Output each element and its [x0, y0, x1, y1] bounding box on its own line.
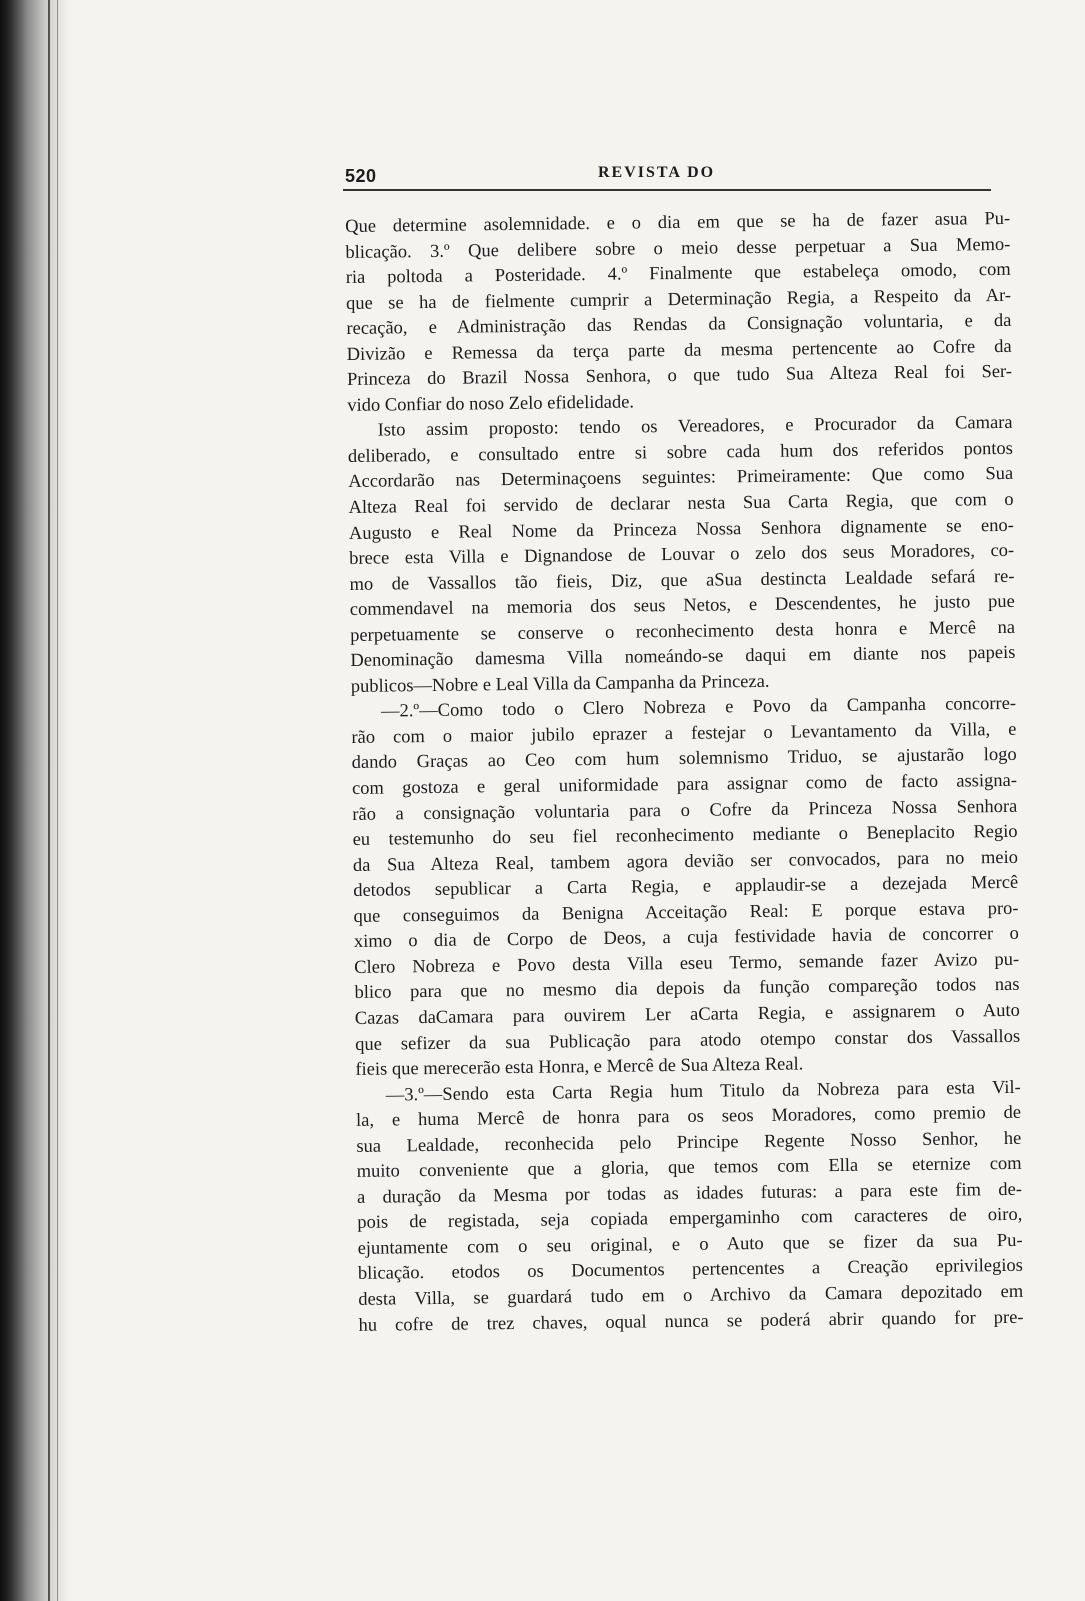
- text-line: mo de Vassallos tão fieis, Diz, que aSua destincta Lealdade sefará re-: [349, 566, 1015, 595]
- header-rule: [343, 189, 991, 191]
- text-line: recação, e Administração das Rendas da Consignação voluntaria, e da: [346, 311, 1012, 340]
- text-line: Isto assim proposto: tendo os Vereadores, e Procurador da Camara: [377, 413, 1013, 441]
- text-line: hu cofre de trez chaves, oqual nunca se poderá abrir quando for pre-: [358, 1307, 1024, 1336]
- text-line: la, e huma Mercê de honra para os seos Moradores, como premio de: [355, 1102, 1022, 1132]
- text-line: desta Villa, se guardará tudo em o Archivo da Camara depozitado em: [358, 1281, 1024, 1310]
- text-line: blicação. etodos os Documentos pertencentes a Creação eprivilegios: [357, 1256, 1024, 1285]
- text-line: rão com o maior jubilo eprazer a festejar o Levantamento da Villa, e: [351, 719, 1017, 748]
- running-head: [345, 160, 1025, 186]
- text-line: commendavel na memoria dos seus Netos, e Descendentes, he justo pue: [349, 592, 1015, 621]
- text-line: Cazas daCamara para ouvirem Ler aCarta Regia, e assignarem o Auto: [354, 1000, 1020, 1029]
- text-line: a duração da Mesma por todas as idades futuras: a para este fim de-: [356, 1179, 1023, 1208]
- text-line: —2.º—Como todo o Clero Nobreza e Povo da Campanha concorre-: [380, 694, 1017, 722]
- text-line: Alteza Real foi servido de declarar nesta Sua Carta Regia, que com o: [348, 489, 1014, 518]
- body-text: [345, 207, 1024, 1339]
- text-line: perpetuamente se conserve o reconhecimento desta honra e Mercê na: [350, 617, 1016, 646]
- binding-edge-line: [48, 0, 50, 1601]
- text-line: blicação. 3.º Que delibere sobre o meio desse perpetuar a Sua Memo-: [345, 234, 1011, 263]
- text-line: ria poltoda a Posteridade. 4.º Finalmente que estabeleça omodo, com: [345, 259, 1011, 289]
- text-line: que se ha de fielmente cumprir a Determinação Regia, a Respeito da Ar-: [345, 285, 1012, 314]
- text-line: rão a consignação voluntaria para o Cofre da Princeza Nossa Senhora: [352, 796, 1018, 825]
- text-line: dando Graças ao Ceo com hum solemnismo Triduo, se ajustarão logo: [351, 745, 1017, 774]
- text-line: Accordarão nas Determinaçoens seguintes: Primeiramente: Que como Sua: [348, 464, 1014, 493]
- binding-edge-line: [57, 0, 58, 1601]
- book-binding-shadow: [0, 0, 70, 1601]
- text-line: muito conveniente que a gloria, que temos com Ella se eternize com: [356, 1154, 1022, 1183]
- text-line: Clero Nobreza e Povo desta Villa eseu Termo, semande fazer Avizo pu-: [354, 949, 1020, 978]
- text-line: da Sua Alteza Real, tambem agora devião ser convocados, para no meio: [352, 847, 1019, 876]
- text-line: ejuntamente com o seu original, e o Auto que se fizer da sua Pu-: [357, 1230, 1023, 1259]
- page-number: 520: [345, 166, 377, 186]
- text-line: Augusto e Real Nome da Princeza Nossa Senhora dignamente se eno-: [348, 515, 1014, 544]
- text-line: blico para que no mesmo dia depois da função compareção todos nas: [354, 975, 1020, 1004]
- text-line: que conseguimos da Benigna Acceitação Real: E porque estava pro-: [353, 898, 1019, 927]
- text-line: deliberado, e consultado entre si sobre cada hum dos referidos pontos: [347, 438, 1014, 467]
- text-line: —3.º—Sendo esta Carta Regia hum Titulo da Nobreza para esta Vil-: [385, 1077, 1021, 1106]
- text-line: fieis que merecerão esta Honra, e Mercê de Sua Alteza Real.: [355, 1054, 804, 1080]
- book-page: [345, 160, 1025, 1336]
- text-line: sua Lealdade, reconhecida pelo Principe Regente Nosso Senhor, he: [356, 1128, 1022, 1157]
- text-line: vido Confiar do noso Zelo efidelidade.: [347, 392, 635, 416]
- text-line: com gostoza e geral uniformidade para assignar como de facto assigna-: [351, 770, 1018, 799]
- text-line: Denominação damesma Villa nomeándo-se daqui em diante nos papeis: [350, 643, 1016, 672]
- text-line: ximo o dia de Corpo de Deos, a cuja festividade havia de concorrer o: [353, 924, 1019, 953]
- text-line: detodos sepublicar a Carta Regia, e applaudir-se a dezejada Mercê: [353, 873, 1019, 902]
- text-line: publicos—Nobre e Leal Villa da Campanha da Princeza.: [350, 671, 770, 697]
- text-line: Que determine asolemnidade. e o dia em que se ha de fazer asua Pu-: [345, 208, 1011, 237]
- text-line: eu testemunho do seu fiel reconhecimento mediante o Beneplacito Regio: [352, 821, 1018, 851]
- text-line: brece esta Villa e Dignandose de Louvar o zelo dos seus Moradores, co-: [349, 540, 1015, 570]
- running-title: REVISTA DO: [598, 164, 716, 181]
- text-line: Princeza do Brazil Nossa Senhora, o que tudo Sua Alteza Real foi Ser-: [346, 362, 1013, 391]
- text-line: Divizão e Remessa da terça parte da mesma pertencente ao Cofre da: [346, 336, 1012, 365]
- text-line: que sefizer da sua Publicação para atodo otempo constar dos Vassallos: [355, 1026, 1021, 1055]
- text-line: pois de registada, seja copiada empergaminho com caracteres de oiro,: [357, 1205, 1023, 1234]
